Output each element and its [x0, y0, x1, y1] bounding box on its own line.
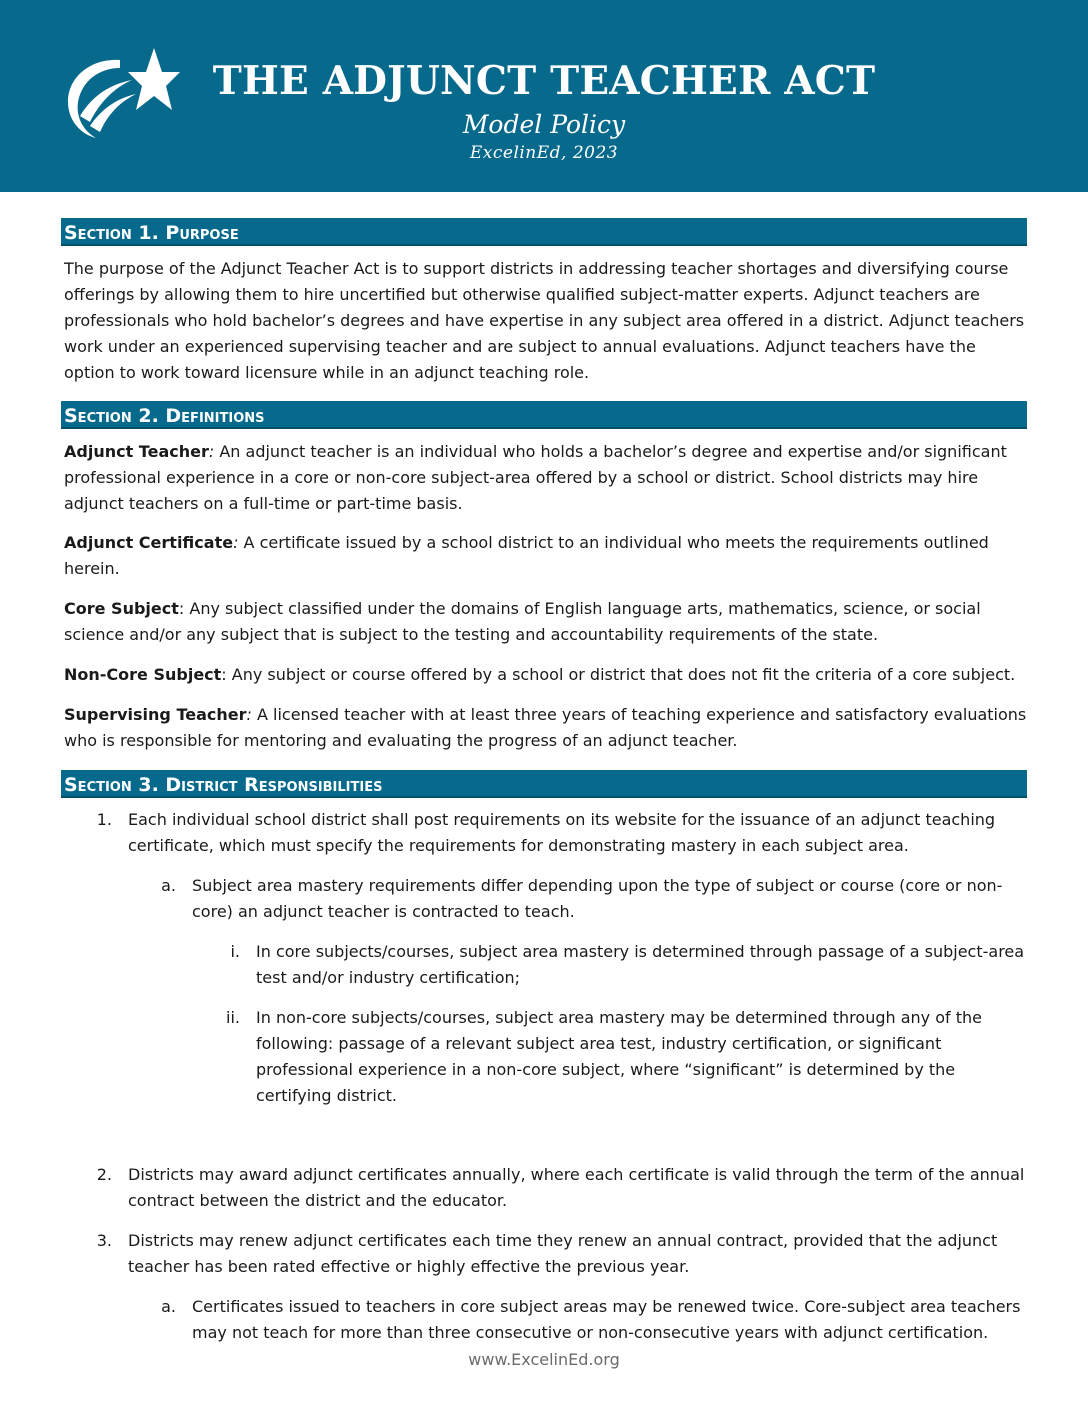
list-item: Subject area mastery requirements differ depending upon the type of subject or course (core or non-core) an adjunct teacher is contracted to teach. — [192, 876, 1003, 921]
section-1-heading: Section 1. Purpose — [61, 218, 1027, 246]
definition-term: Adjunct Teacher — [64, 442, 209, 461]
document-title: THE ADJUNCT TEACHER ACT — [212, 58, 876, 104]
definition-adjunct-certificate — [64, 530, 1030, 582]
definition-term: Non-Core Subject — [64, 665, 222, 684]
definition-text: A certificate issued by a school district to an individual who meets the requirements outlined herein. — [64, 533, 989, 578]
purpose-paragraph: The purpose of the Adjunct Teacher Act is to support districts in addressing teacher shortages and diversifying course offerings by allowing them to hire uncertified but otherwise qualified subject-matter experts. Adjunct teachers are professionals who hold bachelor’s degrees and have expertise in any subject area offered in a district. Adjunct teachers work under an experienced supervising teacher and are subject to annual evaluations. Adjunct teachers have the option to work toward licensure while in an adjunct teaching role. — [64, 259, 1025, 382]
definition-term: Adjunct Certificate — [64, 533, 234, 552]
definition-supervising-teacher — [64, 702, 1030, 754]
list-number: 1. — [96, 810, 112, 829]
definition-separator: : — [221, 665, 227, 684]
list-item: Each individual school district shall post requirements on its website for the issuance of an adjunct teaching certificate, which must specify the requirements for demonstrating mastery in each subject area. — [128, 810, 996, 855]
definition-separator: : — [233, 533, 239, 552]
document-byline: ExcelinEd, 2023 — [469, 143, 619, 163]
definition-separator: : — [178, 599, 185, 618]
definition-text: An adjunct teacher is an individual who holds a bachelor’s degree and expertise and/or significant professional experience in a core or non-core subject-area offered by a school or district. School districts may hire adjunct teachers on a full-time or part-time basis. — [64, 442, 1007, 513]
list-number: i. — [230, 942, 240, 961]
definition-non-core-subject — [64, 662, 1030, 688]
definition-separator: : — [246, 705, 252, 724]
section-2-heading: Section 2. Definitions — [61, 401, 1027, 429]
document-subtitle: Model Policy — [462, 110, 626, 139]
list-number: a. — [161, 1297, 176, 1316]
list-item: Districts may award adjunct certificates annually, where each certificate is valid through the term of the annual contract between the district and the educator. — [128, 1165, 1025, 1210]
header-banner — [0, 0, 1088, 192]
definition-text: Any subject classified under the domains of English language arts, mathematics, science, or social science and/or any subject that is subject to the testing and accountability requirements of the state. — [64, 599, 981, 644]
section-3-heading: Section 3. District Responsibilities — [61, 770, 1027, 798]
definition-text: Any subject or course offered by a school or district that does not fit the criteria of a core subject. — [226, 665, 1016, 684]
list-number: ii. — [226, 1008, 240, 1027]
footer-url: www.ExcelinEd.org — [468, 1350, 620, 1369]
definition-separator: : — [208, 442, 215, 461]
list-number: 2. — [96, 1165, 112, 1184]
list-item: In non-core subjects/courses, subject area mastery may be determined through any of the following: passage of a relevant subject area test, industry certification, or significant professional experience in a non-core subject, where “significant” is determined by the certifying district. — [256, 1008, 982, 1105]
list-number: 3. — [96, 1231, 112, 1250]
list-number: a. — [161, 876, 176, 895]
definition-adjunct-teacher — [64, 439, 1030, 517]
definition-term: Supervising Teacher — [64, 705, 247, 724]
definition-core-subject — [64, 596, 1030, 648]
definition-term: Core Subject — [64, 599, 179, 618]
list-item: In core subjects/courses, subject area mastery is determined through passage of a subject-area test and/or industry certification; — [256, 942, 1025, 987]
list-item: Certificates issued to teachers in core subject areas may be renewed twice. Core-subject area teachers may not teach for more than three consecutive or non-consecutive years with adjunct certification. — [192, 1297, 1021, 1342]
list-item: Districts may renew adjunct certificates each time they renew an annual contract, provided that the adjunct teacher has been rated effective or highly effective the previous year. — [128, 1231, 998, 1276]
definition-text: A licensed teacher with at least three years of teaching experience and satisfactory evaluations who is responsible for mentoring and evaluating the progress of an adjunct teacher. — [64, 705, 1027, 750]
